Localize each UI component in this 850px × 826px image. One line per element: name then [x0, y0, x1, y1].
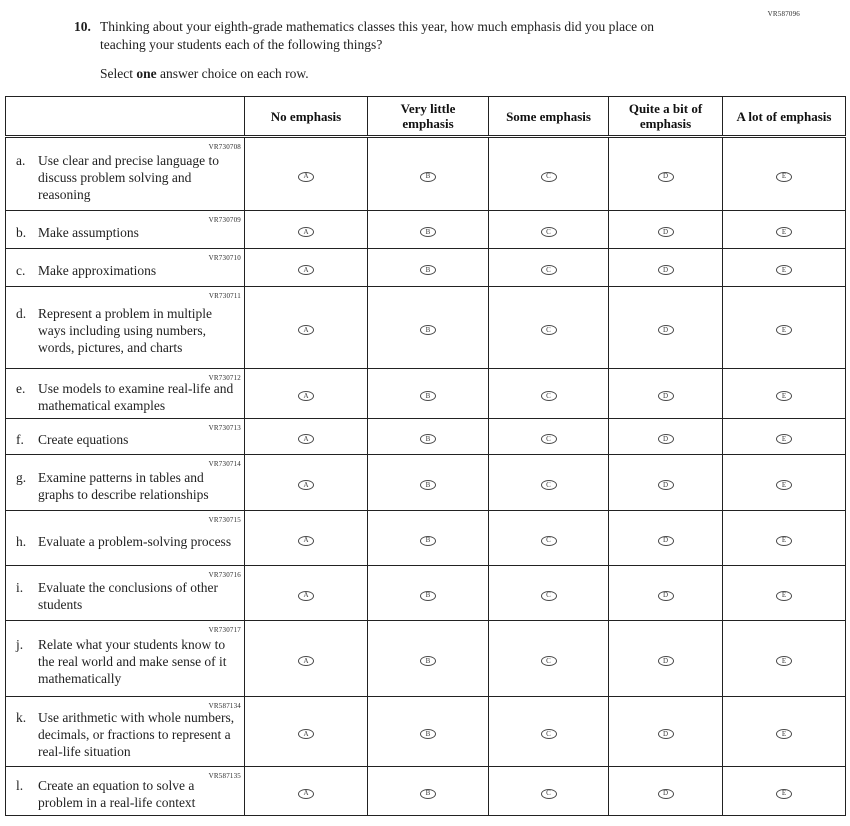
answer-cell [609, 137, 723, 211]
row-label-cell [6, 455, 245, 511]
answer-cell [609, 767, 723, 816]
table-row [6, 137, 846, 211]
answer-oval-a[interactable] [298, 480, 314, 490]
answer-cell [368, 211, 489, 249]
answer-cell [609, 211, 723, 249]
row-letter: f. [16, 432, 24, 447]
row-label: b. Make assumptions [16, 225, 139, 240]
answer-oval-a[interactable] [298, 227, 314, 237]
oval-letter: E [781, 325, 787, 334]
answer-oval-e[interactable] [776, 325, 792, 335]
oval-letter: E [781, 789, 787, 797]
oval-letter: C [546, 729, 551, 738]
answer-oval-b[interactable] [420, 172, 436, 182]
answer-oval-a[interactable] [298, 729, 314, 739]
oval-letter: E [781, 227, 787, 236]
answer-cell [489, 287, 609, 369]
answer-oval-a[interactable] [298, 325, 314, 335]
answer-cell [245, 511, 368, 566]
answer-oval-d[interactable] [658, 391, 674, 401]
oval-letter: E [781, 265, 787, 274]
table-row [6, 249, 846, 287]
answer-cell [245, 455, 368, 511]
column-header: No emphasis [245, 97, 368, 137]
row-code: VR730710 [208, 254, 241, 262]
row-label-cell [6, 419, 245, 455]
answer-oval-b[interactable] [420, 480, 436, 490]
oval-letter: A [303, 391, 309, 400]
oval-letter: B [425, 227, 431, 236]
answer-oval-d[interactable] [658, 172, 674, 182]
answer-oval-e[interactable] [776, 591, 792, 601]
row-code: VR730713 [208, 424, 241, 432]
answer-oval-c[interactable] [541, 434, 557, 444]
answer-cell [368, 767, 489, 816]
answer-oval-b[interactable] [420, 325, 436, 335]
oval-letter: D [662, 536, 669, 544]
instruction-bold-word: one [136, 66, 157, 81]
answer-cell [489, 419, 609, 455]
answer-cell [723, 249, 846, 287]
row-code: VR587135 [208, 772, 241, 780]
oval-letter: A [303, 265, 309, 274]
answer-cell [245, 566, 368, 621]
oval-letter: E [781, 591, 787, 599]
answer-cell [723, 511, 846, 566]
answer-cell [723, 621, 846, 697]
row-label-cell [6, 621, 245, 697]
answer-oval-b[interactable] [420, 656, 436, 666]
answer-oval-b[interactable] [420, 536, 436, 546]
row-label-cell [6, 767, 245, 816]
row-label-cell [6, 211, 245, 249]
oval-letter: D [662, 591, 669, 599]
answer-cell [609, 249, 723, 287]
table-row [6, 287, 846, 369]
row-code: VR730714 [208, 460, 241, 468]
oval-letter: B [425, 391, 431, 400]
answer-cell [245, 137, 368, 211]
row-label-cell [6, 287, 245, 369]
table-row [6, 767, 846, 816]
row-label-cell [6, 511, 245, 566]
oval-letter: B [425, 729, 431, 738]
oval-letter: A [303, 591, 309, 599]
row-letter: h. [16, 533, 27, 549]
answer-oval-e[interactable] [776, 227, 792, 237]
answer-cell [489, 767, 609, 816]
answer-cell [609, 287, 723, 369]
answer-oval-a[interactable] [298, 172, 314, 182]
answer-oval-c[interactable] [541, 325, 557, 335]
answer-cell [723, 211, 846, 249]
row-letter: i. [16, 580, 24, 595]
answer-cell [723, 767, 846, 816]
row-letter: l. [16, 778, 24, 793]
answer-oval-d[interactable] [658, 591, 674, 601]
oval-letter: C [546, 265, 551, 274]
question-number: 10. [74, 19, 91, 34]
oval-letter: C [546, 325, 551, 334]
oval-letter: C [546, 391, 551, 400]
oval-letter: C [546, 227, 551, 236]
answer-cell [368, 697, 489, 767]
row-code: VR730708 [208, 143, 241, 151]
answer-cell [245, 621, 368, 697]
row-code: VR730717 [208, 626, 241, 634]
answer-cell [368, 419, 489, 455]
answer-cell [368, 249, 489, 287]
answer-cell [245, 211, 368, 249]
answer-cell [489, 621, 609, 697]
answer-cell [489, 511, 609, 566]
oval-letter: A [303, 729, 309, 738]
instruction-prefix: Select [100, 66, 137, 81]
oval-letter: B [425, 591, 431, 599]
row-label: d. Represent a problem in multiple ways including using numbers, words, pictures, and charts [16, 306, 212, 355]
oval-letter: C [546, 789, 551, 797]
answer-cell [609, 511, 723, 566]
oval-letter: C [546, 434, 551, 443]
oval-letter: D [662, 325, 669, 334]
answer-oval-b[interactable] [420, 434, 436, 444]
oval-letter: B [425, 656, 431, 665]
row-code: VR730709 [208, 216, 241, 224]
row-label: i. Evaluate the conclusions of other students [16, 580, 218, 612]
answer-cell [245, 369, 368, 419]
answer-cell [723, 566, 846, 621]
answer-cell [245, 287, 368, 369]
answer-cell [723, 137, 846, 211]
oval-letter: A [303, 656, 309, 665]
column-header: Quite a bit of emphasis [609, 97, 723, 137]
oval-letter: C [546, 656, 551, 665]
answer-oval-a[interactable] [298, 591, 314, 601]
row-label: h. Evaluate a problem-solving process [16, 533, 232, 549]
column-header: A lot of emphasis [723, 97, 846, 137]
row-label: j. Relate what your students know to the real world and make sense of it mathematically [16, 637, 227, 686]
oval-letter: D [662, 391, 669, 400]
oval-letter: A [303, 480, 309, 489]
answer-cell [489, 455, 609, 511]
oval-letter: D [662, 789, 669, 797]
row-label: f. Create equations [16, 432, 129, 447]
row-letter: k. [16, 710, 27, 725]
table-row [6, 511, 846, 566]
row-label-cell [6, 566, 245, 621]
oval-letter: E [781, 434, 787, 443]
row-letter: a. [16, 152, 26, 168]
answer-oval-b[interactable] [420, 789, 436, 799]
row-letter: d. [16, 306, 27, 321]
answer-oval-c[interactable] [541, 391, 557, 401]
answer-cell [723, 697, 846, 767]
table-row [6, 697, 846, 767]
answer-cell [489, 249, 609, 287]
answer-oval-c[interactable] [541, 536, 557, 546]
answer-oval-d[interactable] [658, 265, 674, 275]
oval-letter: A [303, 789, 309, 797]
answer-oval-c[interactable] [541, 789, 557, 799]
answer-cell [368, 621, 489, 697]
answer-cell [489, 137, 609, 211]
row-label-cell [6, 137, 245, 211]
answer-oval-a[interactable] [298, 789, 314, 799]
answer-cell [489, 697, 609, 767]
oval-letter: C [546, 480, 551, 489]
oval-letter: D [662, 265, 669, 274]
table-header [6, 97, 846, 137]
oval-letter: A [303, 172, 309, 180]
table-row [6, 211, 846, 249]
answer-cell [368, 287, 489, 369]
answer-cell [368, 455, 489, 511]
row-label: a. Use clear and precise language to discuss problem solving and reasoning [16, 152, 220, 202]
answer-oval-c[interactable] [541, 480, 557, 490]
answer-oval-e[interactable] [776, 172, 792, 182]
answer-oval-e[interactable] [776, 656, 792, 666]
oval-letter: B [425, 172, 431, 180]
row-label: c. Make approximations [16, 263, 157, 278]
oval-letter: D [662, 656, 669, 665]
oval-letter: A [303, 434, 309, 443]
answer-oval-c[interactable] [541, 656, 557, 666]
answer-oval-b[interactable] [420, 591, 436, 601]
answer-cell [609, 697, 723, 767]
row-label: g. Examine patterns in tables and graphs to describe relationships [16, 469, 209, 502]
answer-oval-d[interactable] [658, 789, 674, 799]
answer-cell [489, 566, 609, 621]
answer-oval-d[interactable] [658, 480, 674, 490]
column-header: Very little emphasis [368, 97, 489, 137]
answer-oval-a[interactable] [298, 391, 314, 401]
row-label: e. Use models to examine real-life and mathematical examples [16, 380, 234, 413]
answer-oval-e[interactable] [776, 391, 792, 401]
oval-letter: B [425, 325, 431, 334]
oval-letter: E [781, 480, 787, 489]
answer-oval-c[interactable] [541, 591, 557, 601]
question-block [74, 18, 674, 83]
answer-oval-a[interactable] [298, 265, 314, 275]
answer-cell [489, 369, 609, 419]
answer-oval-e[interactable] [776, 434, 792, 444]
answer-cell [368, 566, 489, 621]
answer-oval-d[interactable] [658, 536, 674, 546]
oval-letter: E [781, 172, 787, 180]
table-row [6, 621, 846, 697]
answer-oval-a[interactable] [298, 536, 314, 546]
row-label: l. Create an equation to solve a problem in a real-life context [16, 778, 196, 810]
row-letter: j. [16, 637, 24, 652]
answer-cell [245, 419, 368, 455]
oval-letter: A [303, 536, 309, 544]
row-letter: b. [16, 225, 27, 240]
emphasis-matrix-table [5, 96, 846, 816]
answer-oval-b[interactable] [420, 227, 436, 237]
oval-letter: C [546, 536, 551, 544]
oval-letter: C [546, 172, 551, 180]
oval-letter: B [425, 480, 431, 489]
answer-oval-d[interactable] [658, 227, 674, 237]
row-label: k. Use arithmetic with whole numbers, decimals, or fractions to represent a real-life situation [16, 710, 235, 759]
oval-letter: D [662, 227, 669, 236]
oval-letter: D [662, 480, 669, 489]
table-row [6, 419, 846, 455]
answer-oval-e[interactable] [776, 789, 792, 799]
answer-oval-e[interactable] [776, 536, 792, 546]
answer-oval-c[interactable] [541, 227, 557, 237]
question-instruction [100, 65, 674, 83]
row-label-cell [6, 369, 245, 419]
row-code: VR730715 [208, 516, 241, 524]
answer-oval-d[interactable] [658, 729, 674, 739]
instruction-suffix: answer choice on each row. [156, 66, 309, 81]
table-row [6, 455, 846, 511]
oval-letter: B [425, 789, 431, 797]
answer-cell [368, 137, 489, 211]
oval-letter: E [781, 729, 787, 738]
answer-cell [723, 287, 846, 369]
form-code: VR587096 [767, 10, 800, 18]
answer-oval-d[interactable] [658, 434, 674, 444]
row-code: VR730716 [208, 571, 241, 579]
answer-cell [723, 455, 846, 511]
row-code: VR587134 [208, 702, 241, 710]
row-label-cell [6, 249, 245, 287]
question-text: Thinking about your eighth-grade mathematics classes this year, how much emphasis did you place on teaching your students each of the following things? [100, 19, 654, 52]
table-row [6, 369, 846, 419]
answer-oval-e[interactable] [776, 480, 792, 490]
oval-letter: A [303, 227, 309, 236]
answer-oval-e[interactable] [776, 729, 792, 739]
answer-oval-c[interactable] [541, 172, 557, 182]
answer-oval-b[interactable] [420, 265, 436, 275]
row-letter: g. [16, 469, 27, 485]
answer-oval-c[interactable] [541, 265, 557, 275]
answer-cell [609, 455, 723, 511]
oval-letter: B [425, 265, 431, 274]
oval-letter: D [662, 172, 669, 180]
answer-oval-c[interactable] [541, 729, 557, 739]
answer-oval-d[interactable] [658, 656, 674, 666]
oval-letter: D [662, 729, 669, 738]
answer-oval-b[interactable] [420, 391, 436, 401]
column-header: Some emphasis [489, 97, 609, 137]
answer-cell [489, 211, 609, 249]
oval-letter: E [781, 391, 787, 400]
answer-oval-a[interactable] [298, 656, 314, 666]
oval-letter: A [303, 325, 309, 334]
row-label-header [6, 97, 245, 137]
oval-letter: E [781, 536, 787, 544]
oval-letter: C [546, 591, 551, 599]
oval-letter: B [425, 536, 431, 544]
answer-cell [245, 697, 368, 767]
row-letter: e. [16, 380, 26, 396]
oval-letter: B [425, 434, 431, 443]
answer-cell [245, 767, 368, 816]
oval-letter: E [781, 656, 787, 665]
answer-cell [723, 419, 846, 455]
row-letter: c. [16, 263, 26, 278]
answer-oval-d[interactable] [658, 325, 674, 335]
answer-cell [368, 511, 489, 566]
answer-cell [609, 621, 723, 697]
row-code: VR730711 [208, 292, 241, 300]
answer-cell [368, 369, 489, 419]
oval-letter: D [662, 434, 669, 443]
answer-cell [609, 419, 723, 455]
answer-cell [609, 566, 723, 621]
answer-cell [723, 369, 846, 419]
answer-cell [609, 369, 723, 419]
row-code: VR730712 [208, 374, 241, 382]
table-row [6, 566, 846, 621]
answer-cell [245, 249, 368, 287]
answer-oval-b[interactable] [420, 729, 436, 739]
row-label-cell [6, 697, 245, 767]
answer-oval-a[interactable] [298, 434, 314, 444]
answer-oval-e[interactable] [776, 265, 792, 275]
